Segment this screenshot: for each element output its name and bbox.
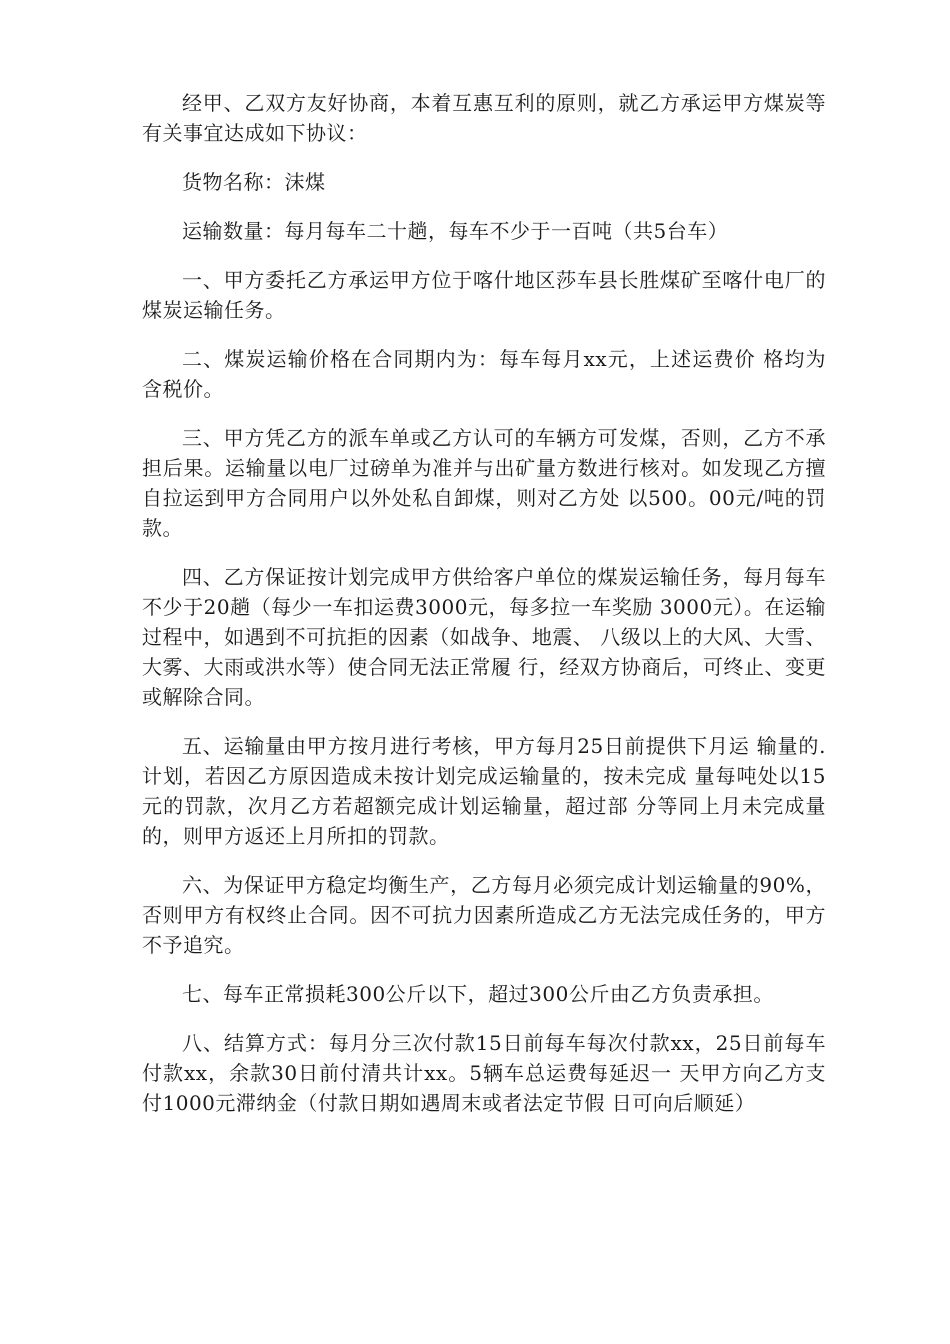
clause-1: 一、甲方委托乙方承运甲方位于喀什地区莎车县长胜煤矿至喀什电厂的煤炭运输任务。 bbox=[142, 268, 826, 322]
clause-6: 六、为保证甲方稳定均衡生产，乙方每月必须完成计划运输量的90%，否则甲方有权终止合同。因不可抗力因素所造成乙方无法完成任务的，甲方不予追究。 bbox=[142, 873, 826, 957]
clause-4: 四、乙方保证按计划完成甲方供给客户单位的煤炭运输任务，每月每车不少于20趟（每少一车扣运费3000元，每多拉一车奖励 3000元）。在运输过程中，如遇到不可抗拒的因素（如战争、地震、 八级以上的大风、大雪、大雾、大雨或洪水等）使合同无法正常履 行，经双方协商后，可终止、变更或解除合同。 bbox=[142, 565, 826, 709]
clause-2: 二、煤炭运输价格在合同期内为：每车每月xx元，上述运费价 格均为含税价。 bbox=[142, 347, 826, 401]
intro-paragraph: 经甲、乙双方友好协商，本着互惠互利的原则，就乙方承运甲方煤炭等有关事宜达成如下协议： bbox=[142, 91, 826, 145]
clause-3: 三、甲方凭乙方的派车单或乙方认可的车辆方可发煤，否则，乙方不承担后果。运输量以电厂过磅单为准并与出矿量方数进行核对。如发现乙方擅自拉运到甲方合同用户以外处私自卸煤，则对乙方处 以500。00元/吨的罚款。 bbox=[142, 426, 826, 540]
goods-name-line: 货物名称：沫煤 bbox=[182, 170, 326, 194]
clause-5: 五、运输量由甲方按月进行考核，甲方每月25日前提供下月运 输量的.计划，若因乙方原因造成未按计划完成运输量的，按未完成 量每吨处以15元的罚款，次月乙方若超额完成计划运输量，超过部 分等同上月未完成量的，则甲方返还上月所扣的罚款。 bbox=[142, 734, 826, 848]
transport-quantity-line: 运输数量：每月每车二十趟，每车不少于一百吨（共5台车） bbox=[182, 219, 729, 243]
clause-8: 八、结算方式：每月分三次付款15日前每车每次付款xx，25日前每车付款xx，余款30日前付清共计xx。5辆车总运费每延迟一 天甲方向乙方支付1000元滞纳金（付款日期如遇周末或者法定节假 日可向后顺延） bbox=[142, 1031, 826, 1115]
clause-7: 七、每车正常损耗300公斤以下，超过300公斤由乙方负责承担。 bbox=[182, 982, 774, 1006]
